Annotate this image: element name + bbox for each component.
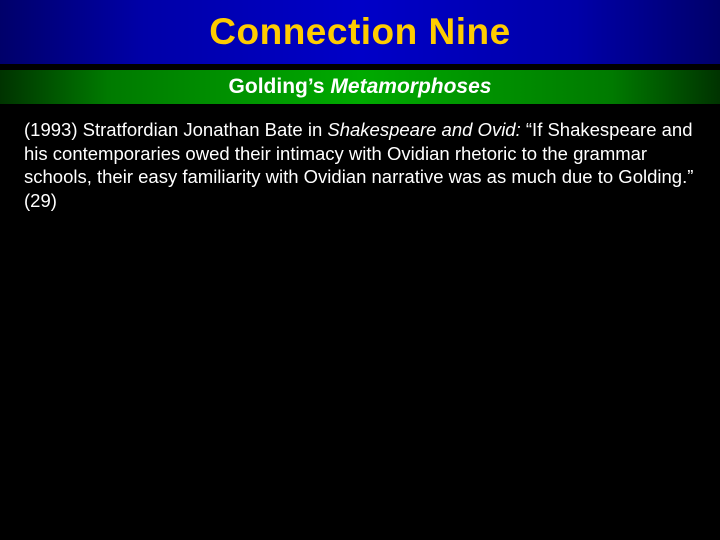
- subtitle-italic: Metamorphoses: [330, 75, 492, 98]
- slide-subtitle: [229, 75, 492, 99]
- subtitle-bar: [0, 70, 720, 104]
- slide-title: Connection Nine: [209, 11, 511, 52]
- body-part-1: (1993) Stratfordian Jonathan Bate in: [24, 119, 328, 140]
- subtitle-prefix: Golding’s: [228, 75, 331, 98]
- slide-body: [24, 118, 704, 212]
- body-book-title: Shakespeare and Ovid:: [327, 119, 521, 140]
- body-part-2: “If Shakespeare and his contemporaries owed their intimacy with Ovidian rhetoric to the grammar schools, their easy familiarity with Ovidian narrative was as much due to Golding.” (29): [24, 119, 694, 211]
- title-bar: [0, 0, 720, 64]
